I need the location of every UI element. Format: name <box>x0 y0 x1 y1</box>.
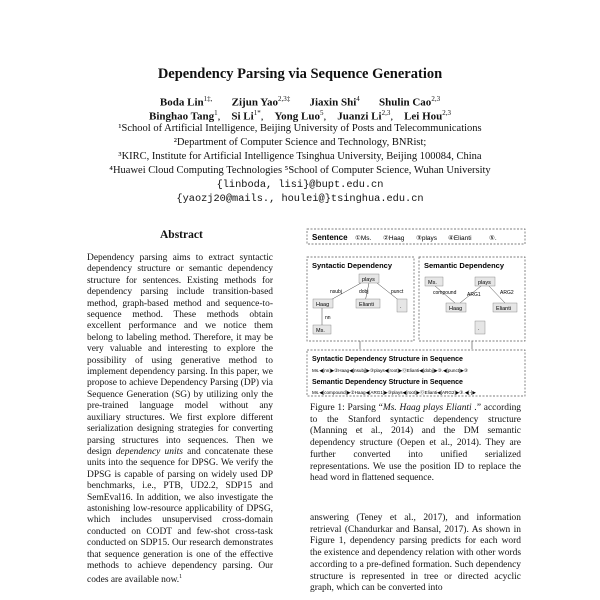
syntactic-seq: Ms.◀[nn]▶②Haag◀[nsubj]▶③plays◀[root]▶⓪Elianti◀[dobj]▶③.◀[punct]▶③ <box>312 368 468 373</box>
figure-caption <box>310 403 521 485</box>
author-sup: 4 <box>356 95 360 103</box>
sem-node-label: . <box>478 326 480 332</box>
author-sup: 2,3 <box>431 95 441 103</box>
author-sup: 2,3 <box>442 109 452 117</box>
abstract-heading: Abstract <box>160 229 203 241</box>
abstract-text-a: Dependency parsing aims to extract syntactic dependency structure or semantic dependency structure for sentences. Existing methods for dependency parsing include transition-based method, graph-based method and sequence-to-sequence method. These methods obtain excellent performance and we notice them belong to labeling method. Therefore, it may be very valuable and interesting to explore the possibility of using generative method to implement dependency parsing. In this paper, we propose to achieve Dependency Parsing (DP) via Sequence Generation (SG) by utilizing only the pre-trained language model without any auxiliary structures. We first explore different serialization designing strategies for converting parsing structures into sequences. Then we design <box>87 253 273 457</box>
author-name: Boda Lin <box>159 96 204 109</box>
syntactic-title: Syntactic Dependency <box>312 261 393 270</box>
email-2: {yaozj20@mails., houlei@}tsinghua.edu.cn <box>176 193 424 205</box>
author-name: Jiaxin Shi <box>309 96 357 109</box>
authors-line-2: Binghao Tang$^1$, Si $Li^{1*}$, Yong Luo$^5$, Juanzi Li$^{2,3}$, Lei Hou$^{2,3}$ <box>148 109 452 123</box>
syn-edge-label: dobj <box>359 289 369 295</box>
author-sup: 1 <box>214 109 218 117</box>
caption-prefix: Figure 1: Parsing “ <box>310 403 383 413</box>
abstract-text-b: and concatenate these units into the sequence for DPSG. We verify the DPSG is capable of parsing on widely used DP benchmarks, i.e., PTB, UD2.2, SDP15 and SemEval16. In addition, we also investigate the astonishing low-resource applicability of DPSG, which includes unsupervised cross-domain conducted on CODT and few-shot cross-task conducted on SDP15. Our research demonstrates that sequence generation is one of the effective methods to achieve dependency parsing. Our codes are available now. <box>87 446 274 586</box>
syn-edge-label: nsubj <box>330 289 342 295</box>
author-sup: 2,3 <box>381 109 391 117</box>
syntactic-seq-title: Syntactic Dependency Structure in Sequence <box>312 356 463 363</box>
author-sup: 2,3‡ <box>278 95 291 103</box>
abstract-emphasis: dependency units <box>115 446 183 457</box>
syn-node-label: Haag <box>316 302 330 308</box>
sem-node-label: plays <box>478 280 491 286</box>
caption-emphasis: Ms. Haag plays Elianti . <box>382 403 477 413</box>
footnote-mark: 1 <box>179 574 183 581</box>
author-name: Zijun Yao <box>231 96 278 109</box>
affiliation-1: ¹School of Artificial Intelligence, Beijing University of Posts and Telecommunications <box>118 123 482 134</box>
author-name: Yong Luo <box>274 110 320 123</box>
sem-node <box>475 321 485 334</box>
sem-edge-label: ARG2 <box>500 290 514 296</box>
semantic-seq-title: Semantic Dependency Structure in Sequence <box>312 379 463 386</box>
author-name: Shulin Cao <box>379 96 432 109</box>
semantic-title: Semantic Dependency <box>424 261 505 270</box>
author-sup: 1* <box>253 109 261 117</box>
author-name: Si Li <box>231 110 254 123</box>
syn-node-label: . <box>400 304 402 310</box>
author-sup: 5 <box>319 109 324 117</box>
sentence-token: ②Haag <box>383 235 405 242</box>
affiliation-3: ³KIRC, Institute for Artificial Intelligence Tsinghua University, Beijing 100084, China <box>118 151 482 162</box>
syn-node-label: Ms. <box>316 328 325 334</box>
email-1: {linboda, lisi}@bupt.edu.cn <box>216 179 384 191</box>
sem-node-label: Elianti <box>496 306 511 312</box>
sem-edge-label: ARG1 <box>467 292 481 298</box>
author-sup: 1‡, <box>203 95 213 103</box>
syn-node-label: Elianti <box>359 302 374 308</box>
affiliation-4: ⁴Huawei Cloud Computing Technologies ⁵School of Computer Science, Wuhan University <box>109 165 491 176</box>
syn-node-label: plays <box>362 277 375 283</box>
sentence-token: ④Elianti <box>448 235 472 242</box>
caption-suffix: ” according to the Stanford syntactic dependency structure (Manning et al., 2014) and the DM semantic dependency structure (Oepen et al., 2014). They are further converted into unified serialized representations. We use the position ID to replace the head word in flattened sequence. <box>310 403 522 484</box>
figure-1 <box>305 228 527 398</box>
body-text-right: answering (Teney et al., 2017), and information retrieval (Chandurkar and Bansal, 2017). As shown in Figure 1, dependency parsing predicts for each word the existence and dependency relation with other words according to a pre-defined formation. Such dependency structure is represented in tree or directed acyclic graph, which can be converted into <box>310 513 521 594</box>
author-name: Binghao Tang <box>148 110 215 123</box>
author-name: Juanzi Li <box>337 110 382 123</box>
semantic-seq: Ms.◀[compound]▶②Haag◀[ARG1]▶③plays◀[root]▶⓪Elianti◀[ARG2]▶③.◀[-]▶ <box>312 390 476 395</box>
sem-node-label: Haag <box>449 306 463 312</box>
syn-edge-label: nn <box>325 315 331 321</box>
sentence-token: ③plays <box>416 235 438 242</box>
sem-edge-label: compound <box>433 290 457 296</box>
sem-node-label: Ms. <box>428 280 437 286</box>
syn-node <box>397 299 407 312</box>
affiliation-2: ²Department of Computer Science and Technology, BNRist; <box>173 137 427 148</box>
sentence-token: ⑤. <box>489 235 497 242</box>
syn-edge-label: punct <box>391 289 404 295</box>
abstract-body <box>87 253 273 587</box>
paper-title: Dependency Parsing via Sequence Generation <box>157 66 443 82</box>
author-name: Lei Hou <box>404 110 443 123</box>
sentence-token: ①Ms. <box>355 235 372 242</box>
sentence-label: Sentence <box>312 233 348 242</box>
